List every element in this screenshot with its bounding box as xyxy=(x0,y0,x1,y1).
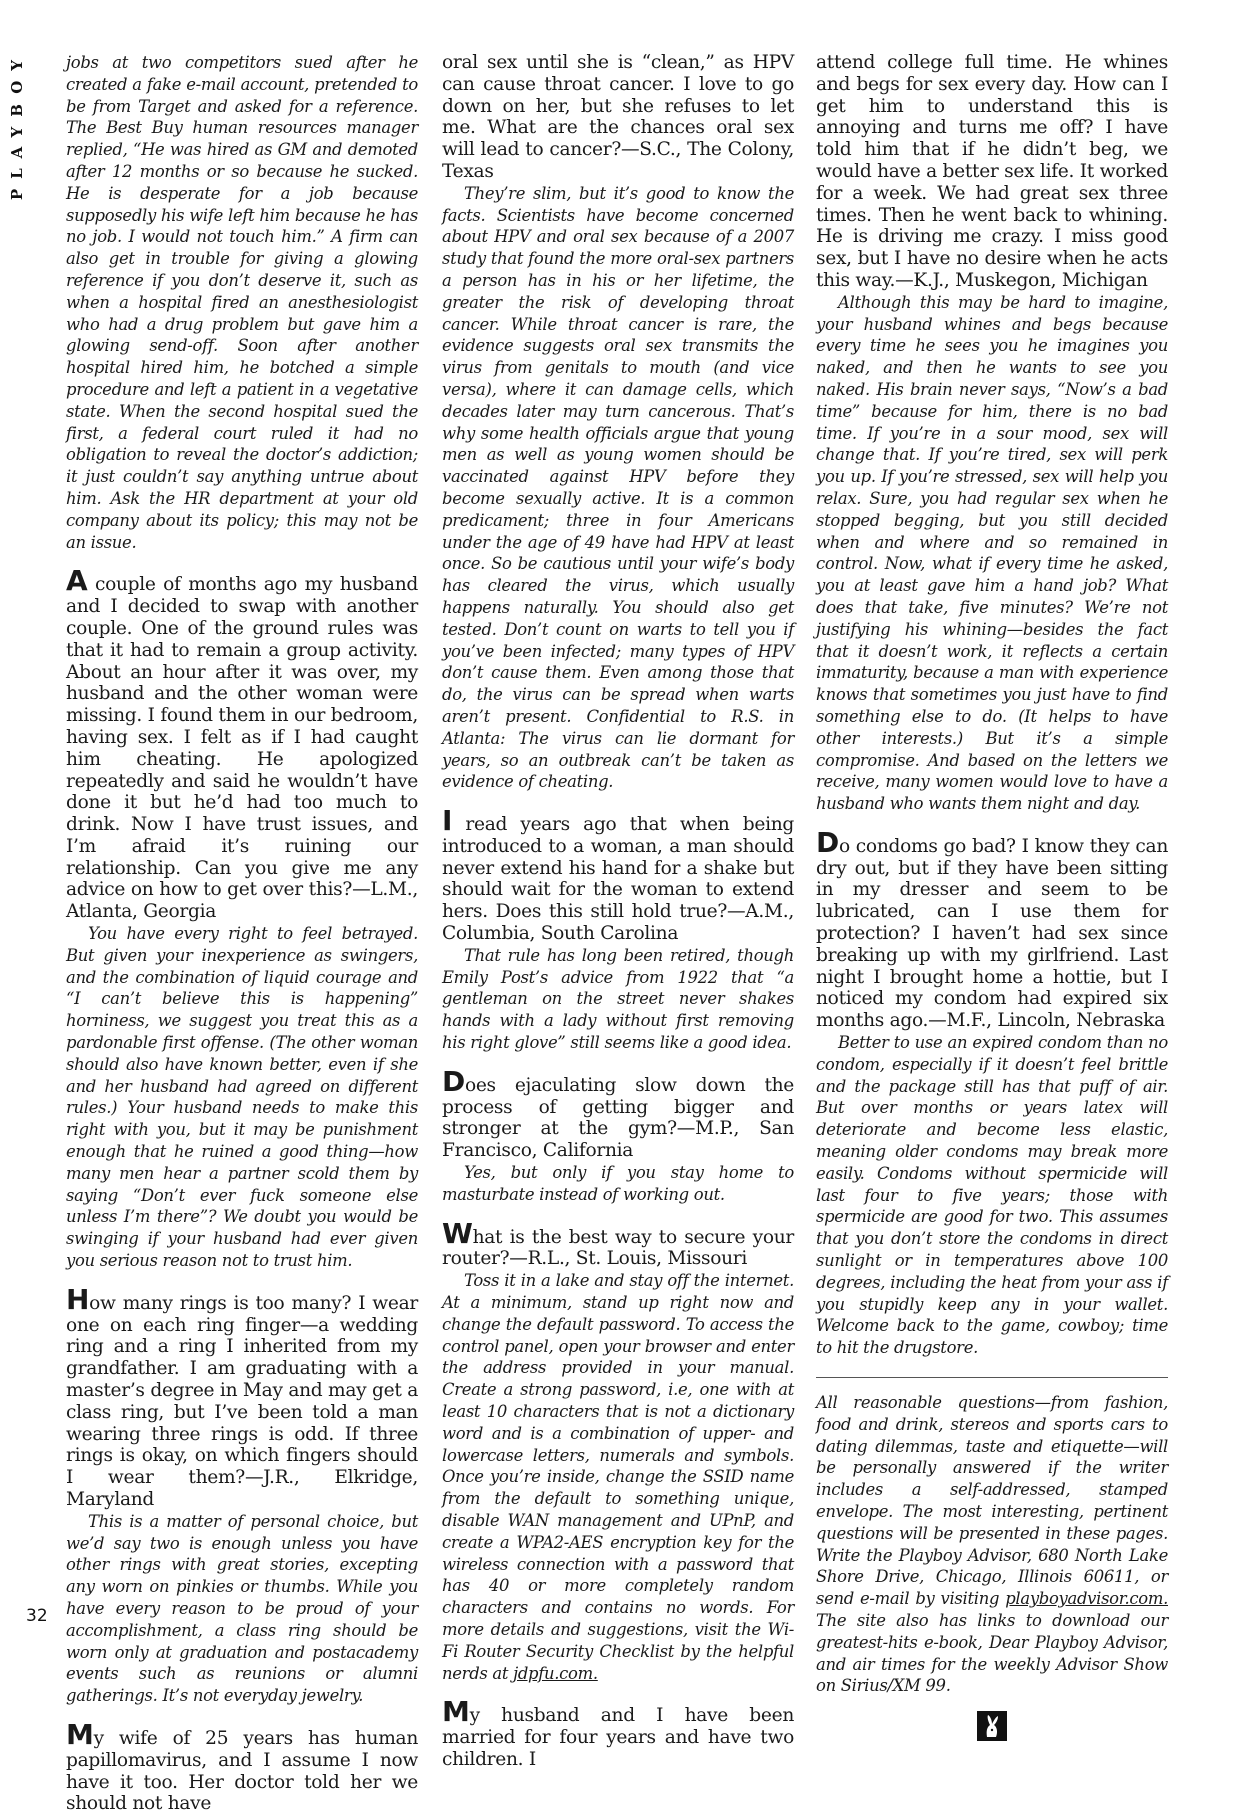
magazine-side-label: PLAYBOY xyxy=(8,50,26,201)
answer: Yes, but only if you stay home to masturbate instead of working out. xyxy=(442,1163,794,1204)
drop-initial: I xyxy=(442,804,453,838)
question: How many rings is too many? I wear one on each ring finger—a wedding ring and a ring I inherited from my grandfather. I am graduating with a master’s degree in May and may get a class ring, but I’ve been told a man wearing three rings is odd. If three rings is okay, on which fingers should I wear them?—J.R., Elkridge, Maryland xyxy=(66,1282,418,1510)
column-1 xyxy=(66,52,418,1815)
letter-whining xyxy=(442,1695,794,1770)
question: A couple of months ago my husband and I decided to swap with another couple. One of the ground rules was that it had to remain a group activity. About an hour after it was over, my husband and the other woman were missing. I found them in our bedroom, having sex. I felt as if I had caught him cheating. He apologized repeatedly and said he wouldn’t have done it but he’d had too much to drink. Now I have trust issues, and I’m afraid it’s ruining our relationship. Can you give me any advice on how to get over this?—L.M., Atlanta, Georgia xyxy=(66,564,418,923)
answer: Better to use an expired condom than no condom, especially if it doesn’t feel brittle and the package still has that puff of air. But over months or years latex will deteriorate and become less elastic, meaning older condoms may break more easily. Condoms without spermicide will last four to five years; those with spermicide are good for two. This assumes that you don’t store the condoms in direct sunlight or in temperatures above 100 degrees, including the heat from your ass if you stupidly keep any in your wallet. Welcome back to the game, cowboy; time to hit the drugstore. xyxy=(816,1033,1168,1358)
answer: They’re slim, but it’s good to know the facts. Scientists have become concerned about HPV and oral sex because of a 2007 study that found the more oral-sex partners a person has in his or her lifetime, the greater the risk of developing throat cancer. While throat cancer is rare, the evidence suggests oral sex transmits the virus from genitals to mouth (and vice versa), where it can damage cells, which decades later may turn cancerous. That’s why some health officials argue that young men as well as young women should be vaccinated against HPV before they become sexually active. It is a common predicament; three in four Americans under the age of 49 have had HPV at least once. So be cautious until your wife’s body has cleared the virus, which usually happens naturally. You should also get tested. Don’t count on warts to tell you if you’ve been infected; many types of HPV don’t cause them. Even among those that do, the virus can be spread when warts aren’t present. Confidential to R.S. in Atlanta: The virus can lie dormant for years, so an outbreak can’t be taken as evidence of cheating. xyxy=(442,183,794,792)
letter-router xyxy=(442,1216,794,1685)
drop-initial: H xyxy=(66,1282,90,1316)
playboyadvisor-link[interactable]: playboyadvisor.com. xyxy=(1005,1589,1168,1609)
letter-gym xyxy=(442,1064,794,1206)
column-3 xyxy=(816,52,1168,1741)
drop-initial: M xyxy=(442,1695,470,1729)
drop-initial: D xyxy=(442,1064,465,1098)
drop-initial: D xyxy=(816,825,839,859)
column-2 xyxy=(442,52,794,1771)
letter-condoms xyxy=(816,825,1168,1359)
answer: Toss it in a lake and stay off the internet. At a minimum, stand up right now and change the default password. To access the control panel, open your browser and enter the address provided in your manual. Create a strong password, i.e, one with at least 10 characters that is not a dictionary word and is a combination of upper- and lowercase letters, numerals and symbols. Once you’re inside, change the SSID name from the default to something unique, disable WAN management and UPnP, and create a WPA2-AES encryption key for the wireless connection with a password that has 40 or more completely random characters and contains no words. For more details and suggestions, visit the Wi-Fi Router Security Checklist by the helpful nerds at jdpfu.com. xyxy=(442,1271,794,1683)
question: Does ejaculating slow down the process of getting bigger and stronger at the gym?—M.P., San Francisco, California xyxy=(442,1064,794,1162)
letter-handshake xyxy=(442,804,794,1054)
question: I read years ago that when being introduced to a woman, a man should never extend his hand for a shake but should wait for the woman to extend hers. Does this still hold true?—A.M., Columbia, South Carolina xyxy=(442,804,794,945)
jdpfu-link[interactable]: jdpfu.com. xyxy=(513,1663,598,1683)
answer: That rule has long been retired, though Emily Post’s advice from 1922 that “a gentleman on the street never shakes hands with a lady without first removing his right glove” still seems like a good idea. xyxy=(442,945,794,1053)
answer: Although this may be hard to imagine, your husband whines and begs because every time he sees you he imagines you naked, and then he wants to see you naked. His brain never says, “Now’s a bad time” because for him, there is no bad time. If you’re in a sour mood, sex will change that. If you’re tired, sex will perk you up. If you’re stressed, sex will help you relax. Sure, you had regular sex when he stopped begging, but you still decided when and where and so remained in control. Now, what if every time he asked, you at least gave him a hand job? What does that take, five minutes? We’re not justifying his whining—besides the fact that it doesn’t work, it reflects a certain immaturity, because a man with experience knows that sometimes you just have to find something else to do. (It helps to have other interests.) But it’s a simple compromise. And based on the letters we receive, many women would love to have a husband who wants them night and day. xyxy=(816,292,1168,814)
advisor-note: All reasonable questions—from fashion, food and drink, stereos and sports cars to dating dilemmas, taste and etiquette—will be personally answered if the writer includes a self-addressed, stamped envelope. The most interesting, pertinent questions will be presented in these pages. Write the Playboy Advisor, 680 North Lake Shore Drive, Chicago, Illinois 60611, or send e-mail by visiting playboyadvisor.com. The site also has links to download our greatest-hits e-book, Dear Playboy Advisor, and air times for the weekly Advisor Show on Sirius/XM 99. xyxy=(816,1393,1168,1696)
answer-continued: jobs at two competitors sued after he created a fake e-mail account, pretended to be from Target and asked for a reference. The Best Buy human resources manager replied, “He was hired as GM and demoted after 12 months or so because he sucked. He is desperate for a job because supposedly his wife left him because he has no job. I would not touch him.” A firm can also get in trouble for giving a glowing reference if you don’t deserve it, such as when a hospital fired an anesthesiologist who had a drug problem but gave him a glowing send-off. Soon after another hospital hired him, he botched a simple procedure and left a patient in a vegetative state. When the second hospital sued the first, a federal court ruled it had no obligation to reveal the doctor’s addiction; it just couldn’t say anything untrue about him. Ask the HR department at your old company about its policy; this may not be an issue. xyxy=(66,53,418,552)
question: Do condoms go bad? I know they can dry out, but if they have been sitting in my dresser and seem to be lubricated, can I use them for protection? I haven’t had sex since breaking up with my girlfriend. Last night I brought home a hottie, but I noticed my condom had expired six months ago.—M.F., Lincoln, Nebraska xyxy=(816,825,1168,1032)
rabbit-head-icon xyxy=(977,1711,1007,1741)
answer: You have every right to feel betrayed. But given your inexperience as swingers, and the combination of liquid courage and “I can’t believe this is happening” horniness, we suggest you treat this as a pardonable first offense. (The other woman should also have known better, even if she and her husband had agreed on different rules.) Your husband needs to make this right with you, but it may be punishment enough that he ruined a good thing—how many men hear a partner scold them by saying “Don’t ever fuck someone else unless I’m there”? We doubt you would be swinging if your husband had ever given you serious reason not to trust him. xyxy=(66,924,418,1271)
question: My wife of 25 years has human papillomavirus, and I assume I now have it too. Her doctor told her we should not have xyxy=(66,1717,418,1815)
drop-initial: A xyxy=(66,564,88,598)
question-continued: oral sex until she is “clean,” as HPV can cause throat cancer. I love to go down on her, but she refuses to let me. What are the chances oral sex will lead to cancer?—S.C., The Colony, Texas xyxy=(442,52,794,182)
drop-initial: W xyxy=(442,1216,473,1250)
letter-swinging xyxy=(66,564,418,1272)
letter-rings xyxy=(66,1282,418,1707)
question: My husband and I have been married for four years and have two children. I xyxy=(442,1695,794,1770)
page-number: 32 xyxy=(26,1606,48,1626)
question: What is the best way to secure your router?—R.L., St. Louis, Missouri xyxy=(442,1216,794,1270)
divider xyxy=(816,1377,1168,1378)
letter-hpv xyxy=(66,1717,418,1815)
answer: This is a matter of personal choice, but we’d say two is enough unless you have other rings with great stories, excepting any worn on pinkies or thumbs. While you have every reason to be proud of your accomplishment, a class ring should be worn only at graduation and postacademy events such as reunions or alumni gatherings. It’s not everyday jewelry. xyxy=(66,1511,418,1706)
question-continued: attend college full time. He whines and begs for sex every day. How can I get him to understand this is annoying and turns me off? I have told him that if he didn’t beg, we would have a better sex life. It worked for a week. We had great sex three times. Then he went back to whining. He is driving me crazy. I miss good sex, but I have no desire when he acts this way.—K.J., Muskegon, Michigan xyxy=(816,52,1168,291)
drop-initial: M xyxy=(66,1717,94,1751)
